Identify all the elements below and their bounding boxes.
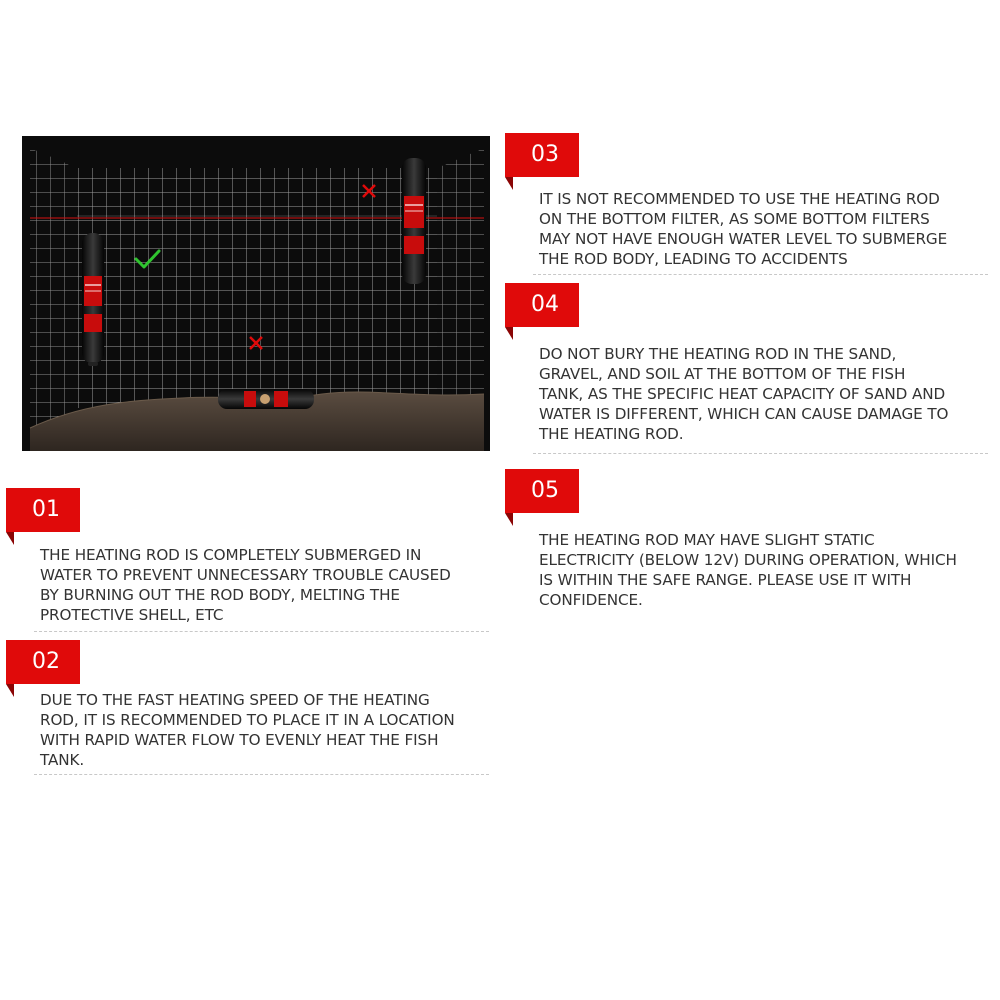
tip-number-badge: 01 (6, 488, 80, 532)
tip-card-05 (505, 469, 990, 619)
divider (34, 774, 489, 775)
tank-left-wall (30, 148, 77, 441)
aquarium-illustration (22, 136, 490, 451)
tip-text: IT IS NOT RECOMMENDED TO USE THE HEATING ROD ON THE BOTTOM FILTER, AS SOME BOTTOM FILTERS MAY NOT HAVE ENOUGH WATER LEVEL TO SUBMERGE THE ROD BODY, LEADING TO ACCIDENTS (539, 190, 948, 268)
tip-text: THE HEATING ROD MAY HAVE SLIGHT STATIC ELECTRICITY (BELOW 12V) DURING OPERATION, WHICH IS WITHIN THE SAFE RANGE. PLEASE USE IT WITH CONFIDENCE. (539, 531, 957, 609)
ribbon-fold (6, 684, 14, 697)
tip-card-03 (505, 133, 990, 278)
ribbon-fold (505, 327, 513, 340)
tip-number-badge: 03 (505, 133, 579, 177)
tip-number-badge: 05 (505, 469, 579, 513)
tip-text: DO NOT BURY THE HEATING ROD IN THE SAND, GRAVEL, AND SOIL AT THE BOTTOM OF THE FISH TANK, AS THE SPECIFIC HEAT CAPACITY OF SAND AND WATER IS DIFFERENT, WHICH CAN CAUSE DAMAGE TO THE HEATING ROD. (539, 345, 949, 443)
tip-card-04 (505, 283, 990, 458)
tip-text: DUE TO THE FAST HEATING SPEED OF THE HEATING ROD, IT IS RECOMMENDED TO PLACE IT IN A LOCATION WITH RAPID WATER FLOW TO EVENLY HEAT THE FISH TANK. (40, 691, 455, 769)
heater-rod-correct (82, 233, 104, 366)
tip-card-01 (6, 488, 490, 636)
heater-rod-buried (218, 389, 314, 409)
heater-rod-filter (402, 158, 426, 284)
divider (533, 274, 988, 275)
divider (533, 453, 988, 454)
ribbon-fold (6, 532, 14, 545)
tank-back-wall (77, 168, 437, 408)
ribbon-fold (505, 177, 513, 190)
tip-number-badge: 04 (505, 283, 579, 327)
tip-number-badge: 02 (6, 640, 80, 684)
tip-card-02 (6, 640, 490, 780)
ribbon-fold (505, 513, 513, 526)
tip-text: THE HEATING ROD IS COMPLETELY SUBMERGED IN WATER TO PREVENT UNNECESSARY TROUBLE CAUSED BY BURNING OUT THE ROD BODY, MELTING THE PROTECTIVE SHELL, ETC (40, 546, 451, 624)
divider (34, 631, 489, 632)
